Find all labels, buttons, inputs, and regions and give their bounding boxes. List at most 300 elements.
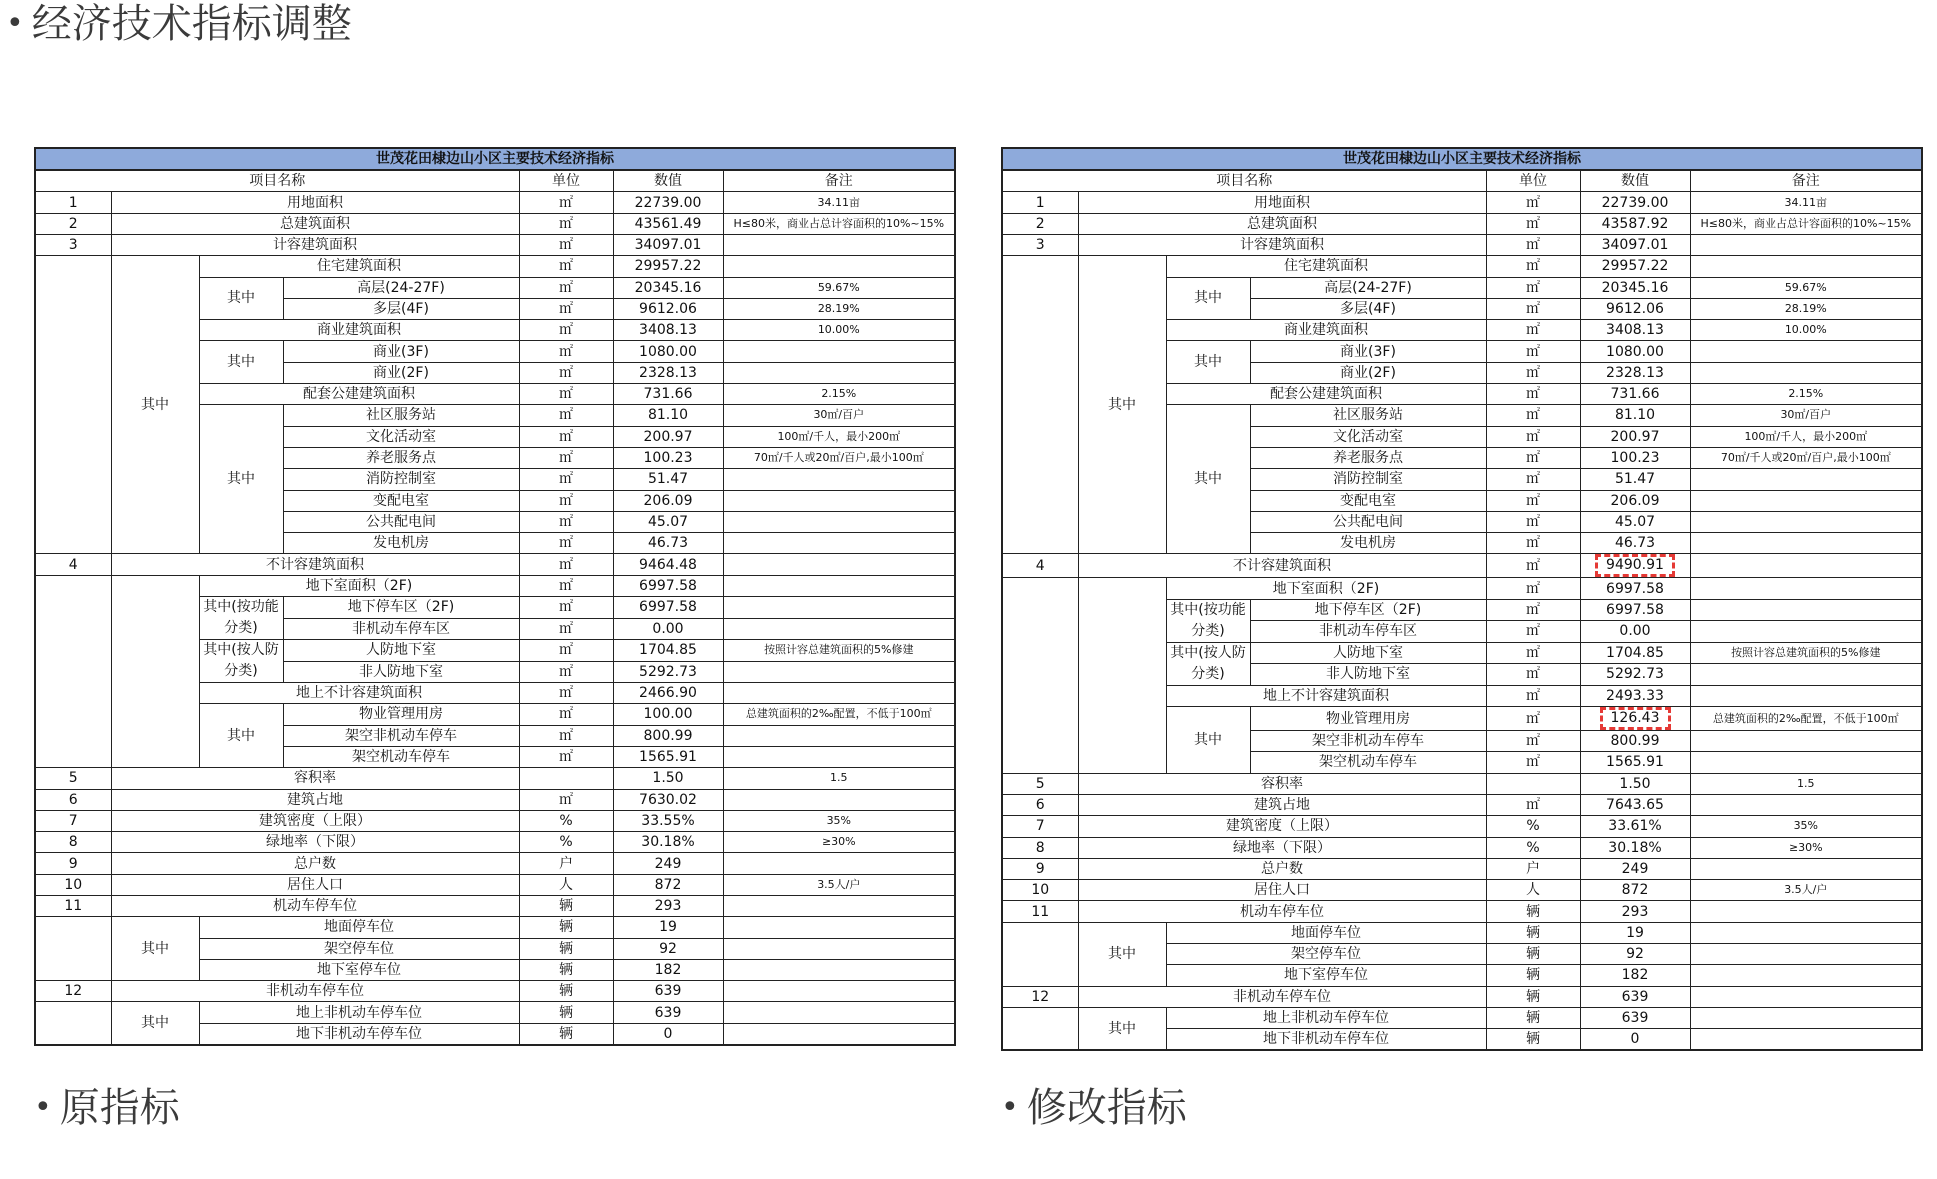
row-value: 100.23: [1580, 447, 1690, 468]
row-note: [1690, 554, 1922, 578]
header-unit: 单位: [519, 170, 613, 192]
row-unit: ㎡: [1486, 362, 1580, 383]
row-note: [723, 1023, 955, 1045]
row-value: 0.00: [613, 618, 723, 640]
row-name: 地下停车区（2F): [1250, 599, 1486, 621]
row-name: 商业(3F): [283, 341, 519, 362]
row-note: [1690, 901, 1922, 922]
row-unit: ㎡: [519, 384, 613, 405]
row-unit: ㎡: [1486, 511, 1580, 532]
row-unit: ㎡: [519, 575, 613, 596]
row-unit: 人: [1486, 880, 1580, 901]
row-name: 配套公建建筑面积: [199, 384, 519, 405]
row-value: 249: [1580, 858, 1690, 879]
row-unit: 户: [519, 853, 613, 874]
row-unit: ㎡: [1486, 731, 1580, 752]
row-note: [723, 1002, 955, 1023]
table-header-row: [35, 170, 955, 192]
row-name: 机动车停车位: [1078, 901, 1486, 922]
header-item: 项目名称: [1002, 170, 1486, 192]
row-unit: ㎡: [1486, 490, 1580, 511]
row-unit: ㎡: [519, 277, 613, 298]
row-note: H≤80米，商业占总计容面积的10%~15%: [723, 213, 955, 234]
row-unit: ㎡: [519, 405, 613, 426]
row-value: 51.47: [613, 469, 723, 490]
row-unit: ㎡: [519, 213, 613, 234]
row-unit: ㎡: [1486, 298, 1580, 319]
row-name: 容积率: [111, 768, 519, 789]
row-number: 1: [1002, 192, 1078, 213]
row-unit: ㎡: [519, 746, 613, 767]
row-unit: [519, 768, 613, 789]
row-note: 按照计容总建筑面积的5%修建: [723, 640, 955, 662]
table-title-row: [1002, 148, 1922, 170]
row-value: 45.07: [1580, 511, 1690, 532]
row-unit: ㎡: [1486, 794, 1580, 815]
row-value: 731.66: [613, 384, 723, 405]
row-unit: ㎡: [519, 533, 613, 554]
highlighted-value: 9490.91: [1595, 554, 1675, 577]
row-unit: ㎡: [519, 426, 613, 447]
row-note: 2.15%: [1690, 384, 1922, 405]
row-note: [1690, 943, 1922, 964]
row-name: 不计容建筑面积: [111, 554, 519, 575]
row-name: 多层(4F): [283, 298, 519, 319]
row-name: 发电机房: [283, 533, 519, 554]
row-value: [1580, 707, 1690, 731]
row-name: 总户数: [1078, 858, 1486, 879]
row-name: 容积率: [1078, 773, 1486, 794]
row-number: 8: [35, 832, 111, 853]
bullet-icon: •: [1001, 1090, 1019, 1125]
row-unit: %: [1486, 816, 1580, 837]
row-value: 293: [1580, 901, 1690, 922]
row-name: 非人防地下室: [1250, 664, 1486, 686]
page-title: [6, 0, 352, 48]
row-unit: 辆: [1486, 943, 1580, 964]
row-number: 10: [1002, 880, 1078, 901]
row-unit: ㎡: [1486, 469, 1580, 490]
row-note: [1690, 256, 1922, 277]
row-note: [723, 511, 955, 532]
row-note: [1690, 621, 1922, 643]
row-value: 20345.16: [1580, 277, 1690, 298]
table-row: [1002, 234, 1922, 255]
row-name: 非机动车停车区: [283, 618, 519, 640]
row-note: 10.00%: [1690, 320, 1922, 341]
row-value: 800.99: [1580, 731, 1690, 752]
row-note: ≥30%: [723, 832, 955, 853]
row-value: 6997.58: [613, 575, 723, 596]
row-value: 33.55%: [613, 810, 723, 831]
row-value: 639: [1580, 1007, 1690, 1028]
table-row: [1002, 773, 1922, 794]
row-value: 29957.22: [613, 256, 723, 277]
row-unit: ㎡: [519, 490, 613, 511]
row-name: 公共配电间: [283, 511, 519, 532]
row-note: 70㎡/千人或20㎡/百户,最小100㎡: [1690, 447, 1922, 468]
row-name: 计容建筑面积: [111, 234, 519, 255]
row-name: 养老服务点: [283, 447, 519, 468]
row-name: 建筑占地: [1078, 794, 1486, 815]
row-name: 居住人口: [111, 874, 519, 895]
row-unit: ㎡: [1486, 578, 1580, 599]
row-number: 3: [1002, 234, 1078, 255]
row-value: 34097.01: [613, 234, 723, 255]
row-value: 2328.13: [613, 362, 723, 383]
row-note: [723, 362, 955, 383]
row-number: 4: [1002, 554, 1078, 578]
table-row: [1002, 858, 1922, 879]
row-number: 9: [35, 853, 111, 874]
row-value: 1080.00: [613, 341, 723, 362]
caption-modified-text: 修改指标: [1026, 1085, 1187, 1131]
row-name: 人防地下室: [1250, 642, 1486, 664]
group-label: 其中: [111, 917, 199, 981]
row-name: 地面停车位: [1166, 922, 1486, 943]
row-unit: ㎡: [1486, 554, 1580, 578]
row-note: [723, 683, 955, 704]
row-unit: %: [519, 832, 613, 853]
header-note: 备注: [1690, 170, 1922, 192]
row-number: 9: [1002, 858, 1078, 879]
row-unit: ㎡: [519, 789, 613, 810]
row-value: 2328.13: [1580, 362, 1690, 383]
row-note: [1690, 1007, 1922, 1028]
row-unit: 辆: [1486, 965, 1580, 986]
subgroup-label: 其中: [1166, 707, 1250, 774]
row-note: [1690, 731, 1922, 752]
group-label: 其中: [1078, 922, 1166, 986]
row-unit: ㎡: [519, 683, 613, 704]
row-note: 1.5: [723, 768, 955, 789]
row-unit: ㎡: [1486, 707, 1580, 731]
row-number: 7: [1002, 816, 1078, 837]
row-name: 文化活动室: [283, 426, 519, 447]
row-note: [723, 533, 955, 554]
row-unit: 辆: [1486, 922, 1580, 943]
row-value: 0: [613, 1023, 723, 1045]
row-value: 19: [1580, 922, 1690, 943]
blank-cell: [35, 917, 111, 981]
table-row: [35, 853, 955, 874]
row-name: 变配电室: [1250, 490, 1486, 511]
row-value: 9612.06: [1580, 298, 1690, 319]
row-name: 地下室面积（2F): [1166, 578, 1486, 599]
row-value: 6997.58: [1580, 599, 1690, 621]
row-value: 293: [613, 895, 723, 916]
row-unit: 人: [519, 874, 613, 895]
row-unit: ㎡: [1486, 405, 1580, 426]
table-row: [1002, 816, 1922, 837]
row-note: [1690, 341, 1922, 362]
row-unit: ㎡: [519, 597, 613, 619]
row-value: 1080.00: [1580, 341, 1690, 362]
row-name: 地下非机动车停车位: [1166, 1029, 1486, 1051]
row-value: 0: [1580, 1029, 1690, 1051]
row-value: 3408.13: [1580, 320, 1690, 341]
row-note: 35%: [1690, 816, 1922, 837]
table-title-row: [35, 148, 955, 170]
row-name: 消防控制室: [1250, 469, 1486, 490]
row-name: 非机动车停车位: [111, 981, 519, 1002]
row-note: [723, 725, 955, 746]
row-unit: ㎡: [1486, 752, 1580, 773]
row-note: 30㎡/百户: [723, 405, 955, 426]
row-unit: ㎡: [1486, 599, 1580, 621]
row-note: 59.67%: [1690, 277, 1922, 298]
row-unit: 辆: [1486, 986, 1580, 1007]
row-value: 2493.33: [1580, 685, 1690, 706]
row-name: 架空机动车停车: [283, 746, 519, 767]
row-unit: 辆: [1486, 1029, 1580, 1051]
row-note: 1.5: [1690, 773, 1922, 794]
row-note: 28.19%: [723, 298, 955, 319]
row-note: [1690, 490, 1922, 511]
row-note: [1690, 1029, 1922, 1051]
table-row: [35, 213, 955, 234]
row-note: 3.5人/户: [1690, 880, 1922, 901]
row-name: 架空停车位: [199, 938, 519, 959]
subgroup-label: 其中: [199, 277, 283, 320]
row-note: [723, 895, 955, 916]
table-row: [1002, 901, 1922, 922]
row-unit: ㎡: [519, 298, 613, 319]
subgroup-label: 其中: [199, 341, 283, 384]
row-number: 12: [1002, 986, 1078, 1007]
row-number: 5: [35, 768, 111, 789]
row-name: 高层(24-27F): [1250, 277, 1486, 298]
row-name: 架空机动车停车: [1250, 752, 1486, 773]
row-value: 51.47: [1580, 469, 1690, 490]
header-value: 数值: [613, 170, 723, 192]
row-name: 消防控制室: [283, 469, 519, 490]
row-value: 639: [613, 981, 723, 1002]
table-row: [35, 874, 955, 895]
row-name: 地下停车区（2F): [283, 597, 519, 619]
row-unit: ㎡: [519, 234, 613, 255]
table-row: [35, 575, 955, 596]
table-title: 世茂花田棣边山小区主要技术经济指标: [35, 148, 955, 170]
row-number: 8: [1002, 837, 1078, 858]
row-note: [1690, 922, 1922, 943]
row-note: [1690, 511, 1922, 532]
row-note: 2.15%: [723, 384, 955, 405]
row-number: 10: [35, 874, 111, 895]
row-value: 200.97: [1580, 426, 1690, 447]
row-name: 变配电室: [283, 490, 519, 511]
row-unit: ㎡: [1486, 213, 1580, 234]
row-value: 206.09: [613, 490, 723, 511]
table-header-row: [1002, 170, 1922, 192]
row-note: 30㎡/百户: [1690, 405, 1922, 426]
subgroup-label: 其中(按人防分类): [1166, 642, 1250, 685]
row-value: 19: [613, 917, 723, 938]
row-unit: 辆: [1486, 1007, 1580, 1028]
row-unit: ㎡: [1486, 621, 1580, 643]
row-value: 249: [613, 853, 723, 874]
row-name: 架空非机动车停车: [283, 725, 519, 746]
row-value: 100.23: [613, 447, 723, 468]
row-number: 3: [35, 234, 111, 255]
row-unit: 辆: [519, 917, 613, 938]
row-value: 34097.01: [1580, 234, 1690, 255]
row-number: 11: [1002, 901, 1078, 922]
row-note: [1690, 578, 1922, 599]
row-note: [723, 938, 955, 959]
row-unit: 辆: [519, 1002, 613, 1023]
blank-cell: [1002, 1007, 1078, 1050]
row-note: 总建筑面积的2‰配置，不低于100㎡: [1690, 707, 1922, 731]
row-unit: ㎡: [519, 192, 613, 213]
row-value: 9612.06: [613, 298, 723, 319]
row-note: [1690, 858, 1922, 879]
row-value: 1704.85: [1580, 642, 1690, 664]
row-unit: ㎡: [519, 320, 613, 341]
caption-modified: [1001, 1080, 1187, 1136]
row-value: 639: [613, 1002, 723, 1023]
row-name: 地下非机动车停车位: [199, 1023, 519, 1045]
row-value: 81.10: [1580, 405, 1690, 426]
row-name: 商业建筑面积: [1166, 320, 1486, 341]
row-note: [723, 575, 955, 596]
table-row: [35, 554, 955, 575]
row-value: 1565.91: [613, 746, 723, 767]
caption-original: [34, 1080, 180, 1136]
row-value: 20345.16: [613, 277, 723, 298]
row-name: 地下室停车位: [199, 959, 519, 980]
row-name: 物业管理用房: [1250, 707, 1486, 731]
row-value: 1.50: [1580, 773, 1690, 794]
table-row: [35, 1002, 955, 1023]
row-name: 商业(2F): [283, 362, 519, 383]
row-value: 5292.73: [613, 661, 723, 683]
row-note: [723, 618, 955, 640]
row-unit: ㎡: [1486, 256, 1580, 277]
row-note: [723, 853, 955, 874]
blank-cell: [1002, 922, 1078, 986]
row-value: 206.09: [1580, 490, 1690, 511]
row-unit: ㎡: [1486, 426, 1580, 447]
row-note: 3.5人/户: [723, 874, 955, 895]
group-label: [111, 575, 199, 767]
row-name: 居住人口: [1078, 880, 1486, 901]
modified-table-panel: [1001, 147, 1921, 1051]
row-value: 81.10: [613, 405, 723, 426]
row-name: 建筑密度（上限）: [111, 810, 519, 831]
subgroup-label: 其中: [1166, 277, 1250, 320]
row-note: [1690, 599, 1922, 621]
row-name: 建筑占地: [111, 789, 519, 810]
row-note: [1690, 469, 1922, 490]
blank-cell: [35, 575, 111, 767]
row-unit: ㎡: [519, 256, 613, 277]
row-value: 1.50: [613, 768, 723, 789]
row-name: 绿地率（下限）: [1078, 837, 1486, 858]
subgroup-label: 其中(按人防分类): [199, 640, 283, 683]
header-unit: 单位: [1486, 170, 1580, 192]
row-value: 30.18%: [1580, 837, 1690, 858]
group-label: [1078, 578, 1166, 773]
row-value: 100.00: [613, 704, 723, 725]
group-label: 其中: [111, 1002, 199, 1045]
original-table-panel: [34, 147, 954, 1046]
table-row: [1002, 794, 1922, 815]
table-row: [35, 768, 955, 789]
header-value: 数值: [1580, 170, 1690, 192]
table-row: [35, 810, 955, 831]
row-note: [723, 917, 955, 938]
row-value: 872: [1580, 880, 1690, 901]
table-row: [1002, 213, 1922, 234]
row-name: 建筑密度（上限）: [1078, 816, 1486, 837]
row-unit: 户: [1486, 858, 1580, 879]
row-value: 0.00: [1580, 621, 1690, 643]
table-row: [35, 256, 955, 277]
row-name: 文化活动室: [1250, 426, 1486, 447]
row-number: 2: [35, 213, 111, 234]
row-value: 46.73: [613, 533, 723, 554]
row-value: 182: [1580, 965, 1690, 986]
row-note: [1690, 533, 1922, 554]
group-label: 其中: [1078, 1007, 1166, 1050]
row-value: 30.18%: [613, 832, 723, 853]
row-value: 9464.48: [613, 554, 723, 575]
blank-cell: [35, 256, 111, 554]
header-note: 备注: [723, 170, 955, 192]
row-name: 架空非机动车停车: [1250, 731, 1486, 752]
row-value: 800.99: [613, 725, 723, 746]
row-value: 182: [613, 959, 723, 980]
row-name: 地下室面积（2F): [199, 575, 519, 596]
row-name: 社区服务站: [1250, 405, 1486, 426]
row-name: 地上非机动车停车位: [1166, 1007, 1486, 1028]
row-unit: ㎡: [1486, 642, 1580, 664]
row-unit: ㎡: [519, 704, 613, 725]
row-name: 总建筑面积: [111, 213, 519, 234]
row-unit: ㎡: [1486, 341, 1580, 362]
row-unit: ㎡: [1486, 234, 1580, 255]
row-note: [1690, 685, 1922, 706]
row-number: 1: [35, 192, 111, 213]
row-note: [723, 746, 955, 767]
row-unit: ㎡: [519, 341, 613, 362]
row-name: 架空停车位: [1166, 943, 1486, 964]
row-unit: 辆: [519, 1023, 613, 1045]
row-note: [723, 234, 955, 255]
table-row: [35, 917, 955, 938]
row-note: [1690, 362, 1922, 383]
row-name: 地上不计容建筑面积: [199, 683, 519, 704]
row-unit: ㎡: [1486, 320, 1580, 341]
bullet-icon: •: [34, 1090, 52, 1125]
row-unit: ㎡: [519, 511, 613, 532]
table-row: [1002, 1007, 1922, 1028]
row-unit: 辆: [519, 938, 613, 959]
page-title-text: 经济技术指标调整: [31, 1, 352, 47]
row-note: 28.19%: [1690, 298, 1922, 319]
row-number: 6: [1002, 794, 1078, 815]
row-name: 社区服务站: [283, 405, 519, 426]
modified-indicator-table: [1001, 147, 1923, 1051]
subgroup-label: 其中(按功能分类): [1166, 599, 1250, 642]
table-row: [1002, 578, 1922, 599]
table-row: [35, 192, 955, 213]
row-note: ≥30%: [1690, 837, 1922, 858]
row-unit: 辆: [519, 959, 613, 980]
row-unit: ㎡: [519, 469, 613, 490]
row-name: 不计容建筑面积: [1078, 554, 1486, 578]
